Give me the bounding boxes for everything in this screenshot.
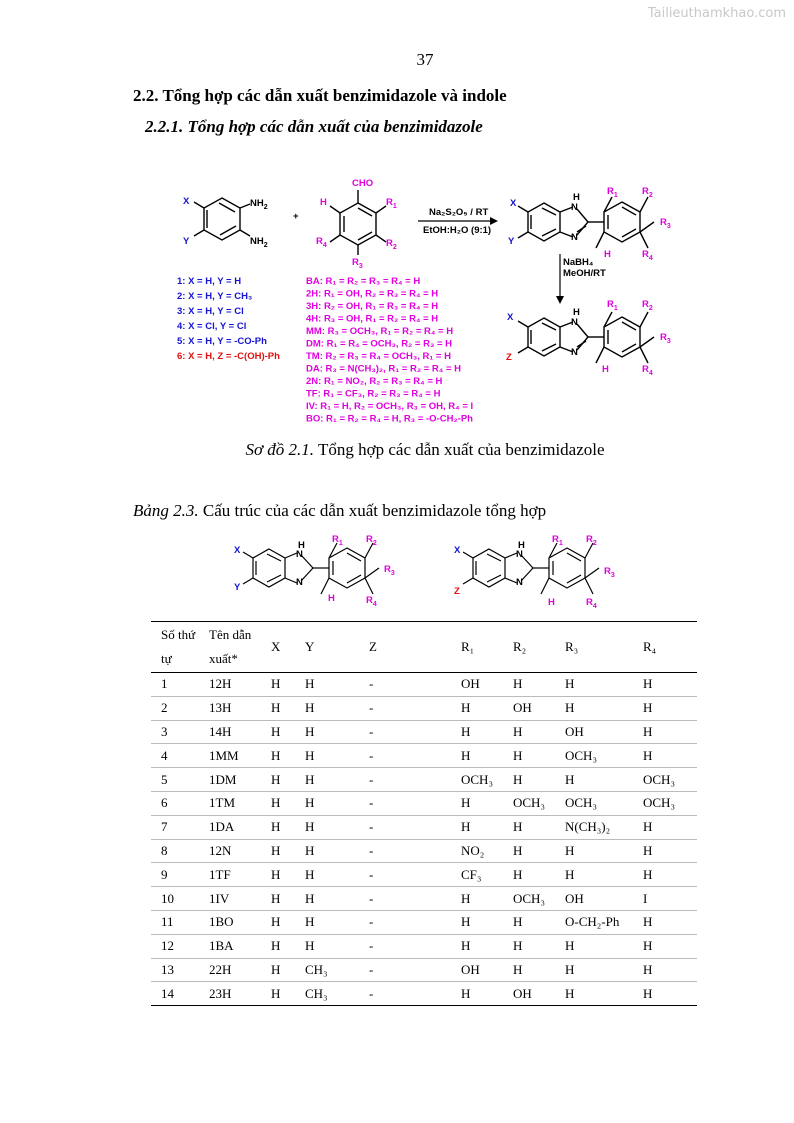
svg-text:Y: Y — [234, 582, 241, 593]
svg-text:BA: R₁ = R₂ = R₃ = R₄ = H: BA: R₁ = R₂ = R₃ = R₄ = H — [306, 276, 421, 287]
table-cell: H — [503, 958, 555, 982]
table-cell: H — [503, 910, 555, 934]
table-cell: H — [295, 791, 359, 815]
svg-text:EtOH:H₂O (9:1): EtOH:H₂O (9:1) — [423, 225, 492, 236]
table-cell: H — [555, 768, 633, 792]
table-cell: H — [503, 720, 555, 744]
svg-text:R3: $R_3$ — [660, 332, 671, 345]
table-structure-left — [243, 543, 379, 594]
svg-text:X: X — [183, 196, 190, 207]
svg-text:N: N — [571, 317, 578, 328]
svg-text:R3: $R_3$ — [384, 564, 395, 577]
table-cell: H — [261, 720, 295, 744]
table-cell: H — [451, 887, 503, 911]
svg-text:R1: $R_1$ — [607, 299, 618, 312]
table-cell: 1BA — [199, 934, 261, 958]
table-cell: H — [503, 934, 555, 958]
table-cell: H — [261, 839, 295, 863]
table-cell: 5 — [151, 768, 199, 792]
benzimidazole-product — [518, 197, 654, 248]
svg-text:R4: $R_4$ — [642, 364, 653, 377]
table-cell: H — [633, 815, 697, 839]
svg-text:DA: R₃ = N(CH₃)₂, R₁ = R₂ = R₄: DA: R₃ = N(CH₃)₂, R₁ = R₂ = R₄ = H — [306, 363, 462, 375]
watermark: Tailieuthamkhao.com — [647, 6, 786, 21]
subsection-heading: 2.2.1. Tổng hợp các dẫn xuất của benzimidazole — [145, 117, 483, 136]
table-cell: H — [503, 744, 555, 768]
svg-text:+: + — [293, 211, 299, 222]
table-row — [151, 673, 697, 697]
table-cell: OH — [513, 985, 532, 1001]
table-cell: H — [261, 673, 295, 697]
col-header-x: X — [261, 622, 295, 673]
table-cell: 13H — [199, 696, 261, 720]
table-cell: H — [555, 673, 633, 697]
table-cell: 23H — [209, 985, 232, 1001]
svg-text:N: N — [571, 347, 578, 358]
derivatives-table — [151, 621, 697, 1006]
col-header-z: Z — [359, 622, 451, 673]
table-cell: - — [359, 815, 451, 839]
svg-text:TM: R₂ = R₃ = R₄ = OCH₃, R₁ =: TM: R₂ = R₃ = R₄ = OCH₃, R₁ = H — [306, 351, 451, 362]
col-header-name: Tên dẫn xuất* — [199, 622, 261, 673]
svg-text:R1: $R_1$ — [552, 534, 563, 547]
table-cell: OCH₃ — [555, 744, 633, 768]
table-cell: OCH₃ — [633, 791, 697, 815]
table-cell: H — [261, 696, 295, 720]
svg-text:IV: R₁ = H, R₂ = OCH₃, R₃ = OH: IV: R₁ = H, R₂ = OCH₃, R₃ = OH, R₄ = I — [306, 401, 474, 412]
table-row — [151, 863, 697, 887]
svg-text:2: X = H, Y = CH₃: 2: X = H, Y = CH₃ — [177, 291, 253, 302]
table-cell: - — [359, 673, 451, 697]
table-row — [151, 910, 697, 934]
svg-text:R3: $R_3$ — [352, 257, 363, 270]
table-cell: H — [261, 910, 295, 934]
table-cell: H — [555, 958, 633, 982]
table-cell: H — [271, 985, 281, 1001]
table-cell: NO₂ — [451, 839, 503, 863]
svg-text:TF: R₁ = CF₃, R₂ = R₃ = R₄ = H: TF: R₁ = CF₃, R₂ = R₃ = R₄ = H — [306, 388, 441, 400]
table-cell: H — [295, 910, 359, 934]
table-row — [151, 934, 697, 958]
table-cell: H — [633, 673, 697, 697]
table-structure-right — [463, 543, 599, 594]
table-cell: - — [359, 791, 451, 815]
table-cell: OH — [451, 673, 503, 697]
svg-text:X: X — [507, 312, 514, 323]
table-cell: - — [359, 839, 451, 863]
svg-text:H: H — [328, 593, 335, 604]
table-cell: - — [369, 985, 374, 1001]
table-cell: - — [359, 934, 451, 958]
table-cell: H — [295, 696, 359, 720]
svg-text:CHO: CHO — [352, 178, 374, 189]
svg-text:3: X = H, Y = Cl: 3: X = H, Y = Cl — [177, 306, 244, 317]
table-cell: 1BO — [199, 910, 261, 934]
svg-text:R4: $R_4$ — [366, 595, 377, 608]
table-cell: H — [261, 958, 295, 982]
col-header-r4: R₄ — [633, 622, 697, 673]
table-cell: H — [451, 815, 503, 839]
section-heading: 2.2. Tổng hợp các dẫn xuất benzimidazole và indole — [133, 86, 507, 105]
table-cell: H — [633, 720, 697, 744]
table-cell: CH₃ — [295, 958, 359, 982]
table-row — [151, 839, 697, 863]
table-cell: 12H — [199, 673, 261, 697]
table-row — [151, 982, 697, 1006]
svg-text:H: H — [604, 249, 611, 260]
table-cell: - — [359, 720, 451, 744]
table-cell: OH — [451, 958, 503, 982]
svg-text:R2: $R_2$ — [642, 299, 653, 312]
svg-text:3H: R₂ = OH, R₁ = R₃ = R₄ = H: 3H: R₂ = OH, R₁ = R₃ = R₄ = H — [306, 301, 439, 312]
table-cell: H — [633, 910, 697, 934]
table-cell: OH — [555, 887, 633, 911]
svg-text:N: N — [571, 232, 578, 243]
table-header-row — [151, 622, 697, 673]
table-cell: 3 — [151, 720, 199, 744]
table-cell: CH₃ — [305, 985, 328, 1001]
table-cell: H — [261, 768, 295, 792]
table-cell: 13 — [151, 958, 199, 982]
svg-text:N: N — [296, 549, 303, 560]
svg-text:Z: Z — [506, 352, 512, 363]
svg-text:NH2: $NH_2$ — [250, 198, 268, 211]
table-cell: H — [295, 768, 359, 792]
svg-text:X: X — [454, 545, 461, 556]
svg-text:Na₂S₂O₅ / RT: Na₂S₂O₅ / RT — [429, 207, 489, 218]
page-number: 37 — [416, 50, 434, 69]
table-cell: 11 — [151, 910, 199, 934]
svg-text:R3: $R_3$ — [604, 566, 615, 579]
table-cell: - — [359, 958, 451, 982]
table-cell: H — [295, 815, 359, 839]
table-cell: H — [555, 696, 633, 720]
table-cell: 1DM — [199, 768, 261, 792]
table-cell: H — [261, 791, 295, 815]
svg-text:R2: $R_2$ — [586, 534, 597, 547]
svg-text:4: X = Cl, Y = Cl: 4: X = Cl, Y = Cl — [177, 321, 247, 332]
table-cell: CF₃ — [451, 863, 503, 887]
table-cell: H — [565, 985, 575, 1001]
svg-text:Y: Y — [508, 236, 515, 247]
col-header-r3: R₃ — [555, 622, 633, 673]
table-cell: H — [555, 934, 633, 958]
table-cell: 22H — [199, 958, 261, 982]
svg-text:R2: $R_2$ — [366, 534, 377, 547]
table-row — [151, 815, 697, 839]
table-cell: H — [633, 744, 697, 768]
col-header-no: Số thứ tự — [151, 622, 199, 673]
table-cell: O-CH₂-Ph — [555, 910, 633, 934]
table-cell: H — [633, 839, 697, 863]
table-cell: 8 — [151, 839, 199, 863]
svg-text:Y: Y — [183, 236, 190, 247]
amine-label-list — [177, 276, 280, 362]
table-cell: 10 — [151, 887, 199, 911]
table-cell: H — [503, 673, 555, 697]
table-cell: H — [451, 934, 503, 958]
table-cell: H — [295, 744, 359, 768]
svg-text:4H: R₃ = OH, R₁ = R₂ = R₄ = H: 4H: R₃ = OH, R₁ = R₂ = R₄ = H — [306, 313, 439, 325]
aldehyde-structure — [330, 190, 386, 255]
svg-text:N: N — [516, 577, 523, 588]
svg-text:H: H — [320, 197, 327, 208]
aldehyde-label-list — [306, 276, 473, 425]
scheme-caption: Sơ đồ 2.1. Tổng hợp các dẫn xuất của benzimidazole — [245, 440, 605, 459]
table-cell: 4 — [151, 744, 199, 768]
table-cell: H — [503, 863, 555, 887]
table-cell: H — [451, 720, 503, 744]
table-cell: - — [359, 863, 451, 887]
table-cell: H — [643, 985, 653, 1001]
table-cell: H — [503, 768, 555, 792]
svg-text:MM: R₃ = OCH₃, R₁ = R₂ = R₄ =: MM: R₃ = OCH₃, R₁ = R₂ = R₄ = H — [306, 326, 454, 337]
table-cell: - — [359, 887, 451, 911]
table-cell: H — [555, 839, 633, 863]
table-cell: H — [451, 791, 503, 815]
svg-text:H: H — [573, 192, 580, 203]
table-cell: H — [295, 839, 359, 863]
table-cell: 1IV — [199, 887, 261, 911]
table-cell: H — [295, 720, 359, 744]
table-cell: H — [633, 934, 697, 958]
table-cell: H — [261, 934, 295, 958]
table-cell: H — [261, 744, 295, 768]
table-cell: H — [503, 815, 555, 839]
svg-text:NH2: $NH_2$ — [250, 236, 268, 249]
table-cell: - — [359, 744, 451, 768]
table-cell: OCH₃ — [503, 887, 555, 911]
svg-text:H: H — [298, 540, 305, 551]
table-cell: 14 — [161, 985, 174, 1001]
table-cell: OCH₃ — [633, 768, 697, 792]
svg-text:5: X = H, Y = -CO-Ph: 5: X = H, Y = -CO-Ph — [177, 336, 267, 347]
svg-text:2H: R₁ = OH, R₂ = R₃ = R₄ = H: 2H: R₁ = OH, R₂ = R₃ = R₄ = H — [306, 288, 439, 300]
table-cell: 12 — [151, 934, 199, 958]
svg-text:R3: $R_3$ — [660, 217, 671, 230]
table-cell: H — [261, 815, 295, 839]
svg-text:H: H — [573, 307, 580, 318]
table-cell: H — [633, 863, 697, 887]
table-cell: 6 — [151, 791, 199, 815]
svg-text:X: X — [510, 198, 517, 209]
table-cell: - — [359, 910, 451, 934]
svg-text:R1: $R_1$ — [332, 534, 343, 547]
svg-text:N: N — [571, 202, 578, 213]
table-row — [151, 791, 697, 815]
table-cell: N(CH₃)₂ — [555, 815, 633, 839]
svg-text:MeOH/RT: MeOH/RT — [563, 268, 606, 279]
svg-text:DM: R₁ = R₄ = OCH₃, R₂ = R₃ =: DM: R₁ = R₄ = OCH₃, R₂ = R₃ = H — [306, 338, 453, 350]
benzimidazole-product-2 — [518, 312, 654, 363]
table-cell: H — [451, 696, 503, 720]
table-cell: - — [359, 696, 451, 720]
svg-text:R4: $R_4$ — [642, 249, 653, 262]
table-cell: H — [461, 985, 471, 1001]
svg-text:R1: $R_1$ — [386, 197, 397, 210]
table-cell: 2 — [151, 696, 199, 720]
table-row — [151, 744, 697, 768]
table-cell: OCH₃ — [555, 791, 633, 815]
svg-text:R2: $R_2$ — [386, 238, 397, 251]
svg-text:BO: R₁ = R₂ = R₄ = H, R₃ = -O-: BO: R₁ = R₂ = R₄ = H, R₃ = -O-CH₂-Ph — [306, 413, 473, 425]
svg-text:H: H — [518, 540, 525, 551]
table-cell: 1DA — [199, 815, 261, 839]
table-cell: H — [633, 958, 697, 982]
diamine-structure — [194, 198, 250, 240]
svg-text:N: N — [516, 549, 523, 560]
col-header-r1: R₁ — [451, 622, 503, 673]
col-header-r2: R₂ — [503, 622, 555, 673]
table-cell: H — [295, 863, 359, 887]
table-row — [151, 720, 697, 744]
svg-text:H: H — [602, 364, 609, 375]
table-cell: 9 — [151, 863, 199, 887]
table-cell: H — [633, 696, 697, 720]
table-row — [151, 958, 697, 982]
table-cell: OCH₃ — [503, 791, 555, 815]
svg-text:R4: $R_4$ — [586, 597, 597, 610]
table-cell: 14H — [199, 720, 261, 744]
table-cell: H — [451, 910, 503, 934]
table-cell: OH — [503, 696, 555, 720]
table-cell: I — [633, 887, 697, 911]
table-cell: 1TF — [199, 863, 261, 887]
table-cell: H — [451, 744, 503, 768]
svg-text:Z: Z — [454, 586, 460, 597]
table-cell: 1 — [151, 673, 199, 697]
svg-text:N: N — [296, 577, 303, 588]
svg-text:X: X — [234, 545, 241, 556]
svg-text:H: H — [548, 597, 555, 608]
table-cell: 7 — [151, 815, 199, 839]
svg-text:R4: $R_4$ — [316, 236, 327, 249]
table-cell: H — [261, 863, 295, 887]
table-cell: 1TM — [199, 791, 261, 815]
svg-text:R1: $R_1$ — [607, 186, 618, 199]
table-cell: 12N — [199, 839, 261, 863]
table-cell: H — [555, 863, 633, 887]
svg-text:NaBH₄: NaBH₄ — [563, 257, 594, 268]
table-cell: H — [295, 673, 359, 697]
table-cell: - — [359, 768, 451, 792]
table-cell: 1MM — [199, 744, 261, 768]
table-cell: H — [261, 887, 295, 911]
table-cell: H — [503, 839, 555, 863]
svg-text:6: X = H, Z = -C(OH)-Ph: 6: X = H, Z = -C(OH)-Ph — [177, 351, 280, 362]
table-cell: OH — [555, 720, 633, 744]
table-row — [151, 768, 697, 792]
table-row — [151, 887, 697, 911]
col-header-y: Y — [295, 622, 359, 673]
svg-text:2N: R₁ = NO₂, R₂ = R₃ = R₄ = H: 2N: R₁ = NO₂, R₂ = R₃ = R₄ = H — [306, 376, 443, 387]
svg-text:R2: $R_2$ — [642, 186, 653, 199]
table-caption: Bảng 2.3. Cấu trúc của các dẫn xuất benzimidazole tổng hợp — [133, 501, 547, 520]
table-cell: OCH₃ — [451, 768, 503, 792]
table-row — [151, 696, 697, 720]
table-cell: H — [295, 934, 359, 958]
table-cell: H — [295, 887, 359, 911]
svg-text:1: X = H, Y = H: 1: X = H, Y = H — [177, 276, 242, 287]
